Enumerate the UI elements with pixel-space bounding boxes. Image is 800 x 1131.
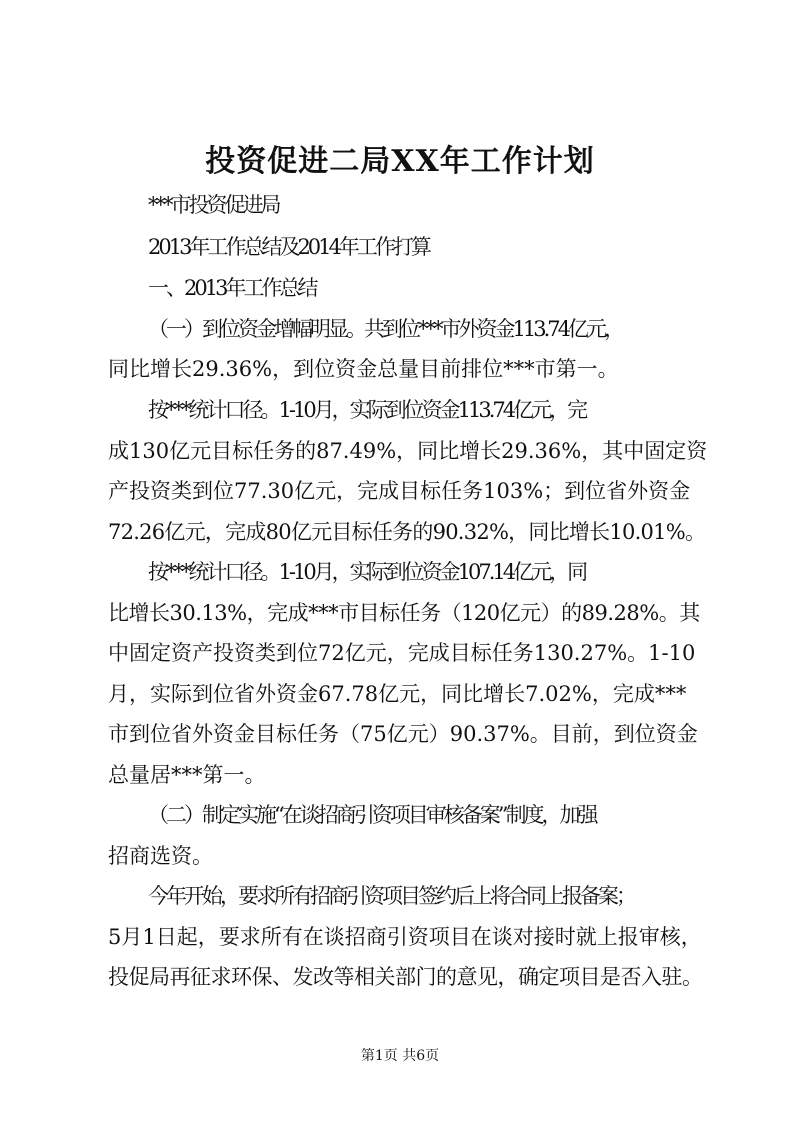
body-line: 按***统计口径。1-10月，实际到位资金107.14亿元，同 — [148, 560, 586, 584]
body-line: 今年开始，要求所有招商引资项目签约后上将合同上报备案； — [148, 884, 634, 908]
body-line: 总量居***第一。 — [108, 763, 266, 787]
body-line: 招商选资。 — [108, 844, 213, 868]
body-line: 中固定资产投资类到位72亿元，完成目标任务130.27%。1-10 — [108, 641, 696, 665]
subtitle-line: 2013年工作总结及2014年工作打算 — [148, 235, 429, 259]
body-line: 同比增长29.36%，到位资金总量目前排位***市第一。 — [108, 357, 619, 381]
body-line: 月，实际到位省外资金67.78亿元，同比增长7.02%，完成*** — [108, 682, 687, 706]
page-number-footer: 第1页 共6页 — [360, 1048, 440, 1064]
subsection-heading: （二）制定实施“在谈招商引资项目审核备案”制度，加强 — [148, 803, 596, 827]
body-line: （一）到位资金增幅明显。共到位***市外资金113.74亿元， — [148, 317, 622, 341]
body-line: 成130亿元目标任务的87.49%，同比增长29.36%，其中固定资 — [108, 439, 708, 463]
section-heading: 一、2013年工作总结 — [148, 276, 316, 300]
body-line: 产投资类到位77.30亿元，完成目标任务103%；到位省外资金 — [108, 479, 691, 503]
body-line: 投促局再征求环保、发改等相关部门的意见，确定项目是否入驻。 — [108, 965, 703, 989]
body-line: 按***统计口径。1-10月，实际到位资金113.74亿元，完 — [148, 398, 586, 422]
document-title: 投资促进二局XX年工作计划 — [205, 144, 595, 179]
issuer-line: ***市投资促进局 — [148, 193, 279, 217]
body-line: 比增长30.13%，完成***市目标任务（120亿元）的89.28%。其 — [108, 601, 700, 625]
body-line: 市到位省外资金目标任务（75亿元）90.37%。目前，到位资金 — [108, 722, 698, 746]
body-line: 72.26亿元，完成80亿元目标任务的90.32%，同比增长10.01%。 — [108, 520, 706, 544]
body-line: 5月1日起，要求所有在谈招商引资项目在谈对接时就上报审核， — [108, 925, 702, 949]
